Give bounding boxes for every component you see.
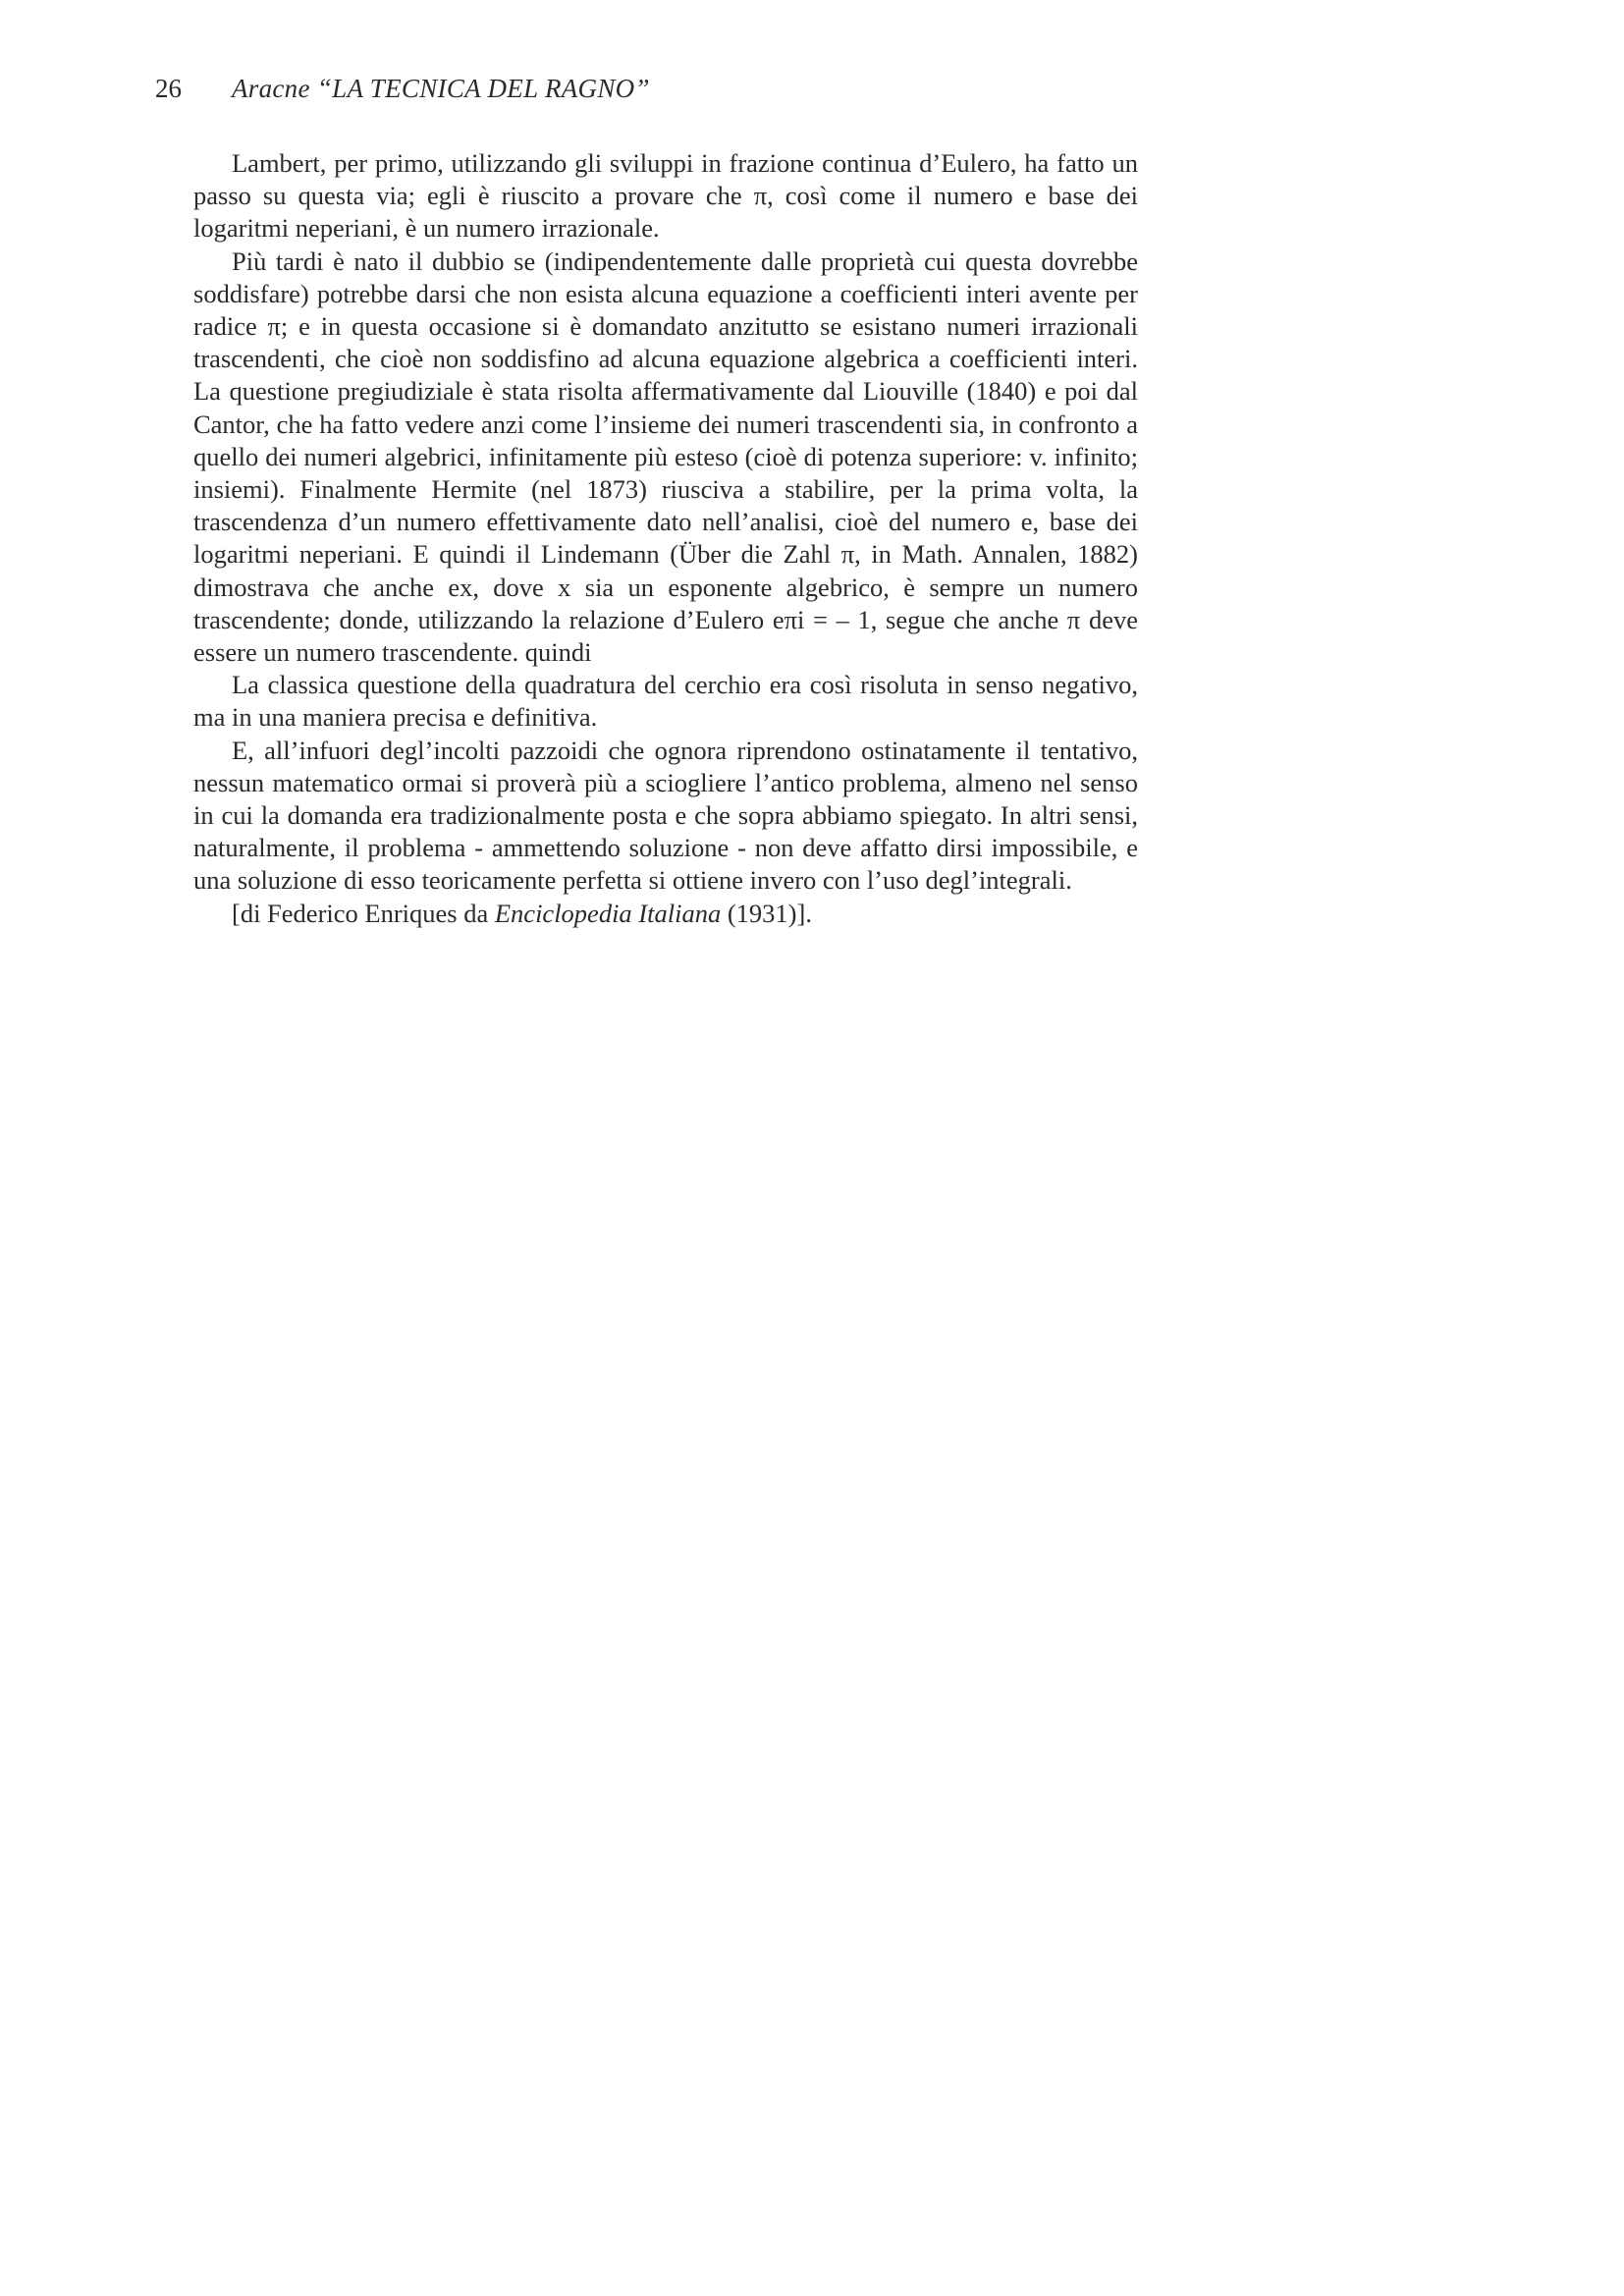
citation-work-title: Enciclopedia Italiana — [494, 898, 722, 928]
running-title: Aracne “LA TECNICA DEL RAGNO” — [232, 74, 650, 103]
running-head — [155, 71, 650, 106]
body-text — [193, 147, 1138, 930]
paragraph-transcendence: Più tardi è nato il dubbio se (indipendentemente dalle proprietà cui questa dovrebbe soddisfare) potrebbe darsi che non esista alcuna equazione a coefficienti interi avente per radice π; e in questa occasione si è domandato anzitutto se esistano numeri irrazionali trascendenti, che cioè non soddisfino ad alcuna equazione algebrica a coefficienti interi. La questione pregiudiziale è stata risolta affermativamente dal Liouville (1840) e poi dal Cantor, che ha fatto vedere anzi come l’insieme dei numeri trascendenti sia, in confronto a quello dei numeri algebrici, infinitamente più esteso (cioè di potenza superiore: v. infinito; insiemi). Finalmente Hermite (nel 1873) riusciva a stabilire, per la prima volta, la trascendenza d’un numero effettivamente dato nell’analisi, cioè del numero e, base dei logaritmi neperiani. E quindi il Lindemann (Über die Zahl π, in Math. Annalen, 1882) dimostrava che anche ex, dove x sia un esponente algebrico, è sempre un numero trascendente; donde, utilizzando la relazione d’Eulero eπi = – 1, segue che anche π deve essere un numero trascendente. quindi — [193, 246, 1138, 668]
page-number: 26 — [155, 74, 182, 103]
paragraph-conclusion: E, all’infuori degl’incolti pazzoidi che ognora riprendono ostinatamente il tentativo, nessun matematico ormai si proverà più a sciogliere l’antico problema, almeno nel senso in cui la domanda era tradizionalmente posta e che sopra abbiamo spiegato. In altri sensi, naturalmente, il problema - ammettendo soluzione - non deve affatto dirsi impossibile, e una soluzione di esso teoricamente perfetta si ottiene invero con l’uso degl’integrali. — [193, 735, 1138, 896]
source-citation — [193, 898, 1138, 930]
paragraph-lambert: Lambert, per primo, utilizzando gli sviluppi in frazione continua d’Eulero, ha fatto un passo su questa via; egli è riuscito a provare che π, così come il numero e base dei logaritmi neperiani, è un numero irrazionale. — [193, 148, 1138, 244]
citation-suffix: (1931)]. — [721, 898, 812, 928]
paragraph-quadrature: La classica questione della quadratura del cerchio era così risoluta in senso negativo, ma in una maniera precisa e definitiva. — [193, 670, 1138, 733]
citation-prefix: [di Federico Enriques da — [232, 898, 495, 928]
